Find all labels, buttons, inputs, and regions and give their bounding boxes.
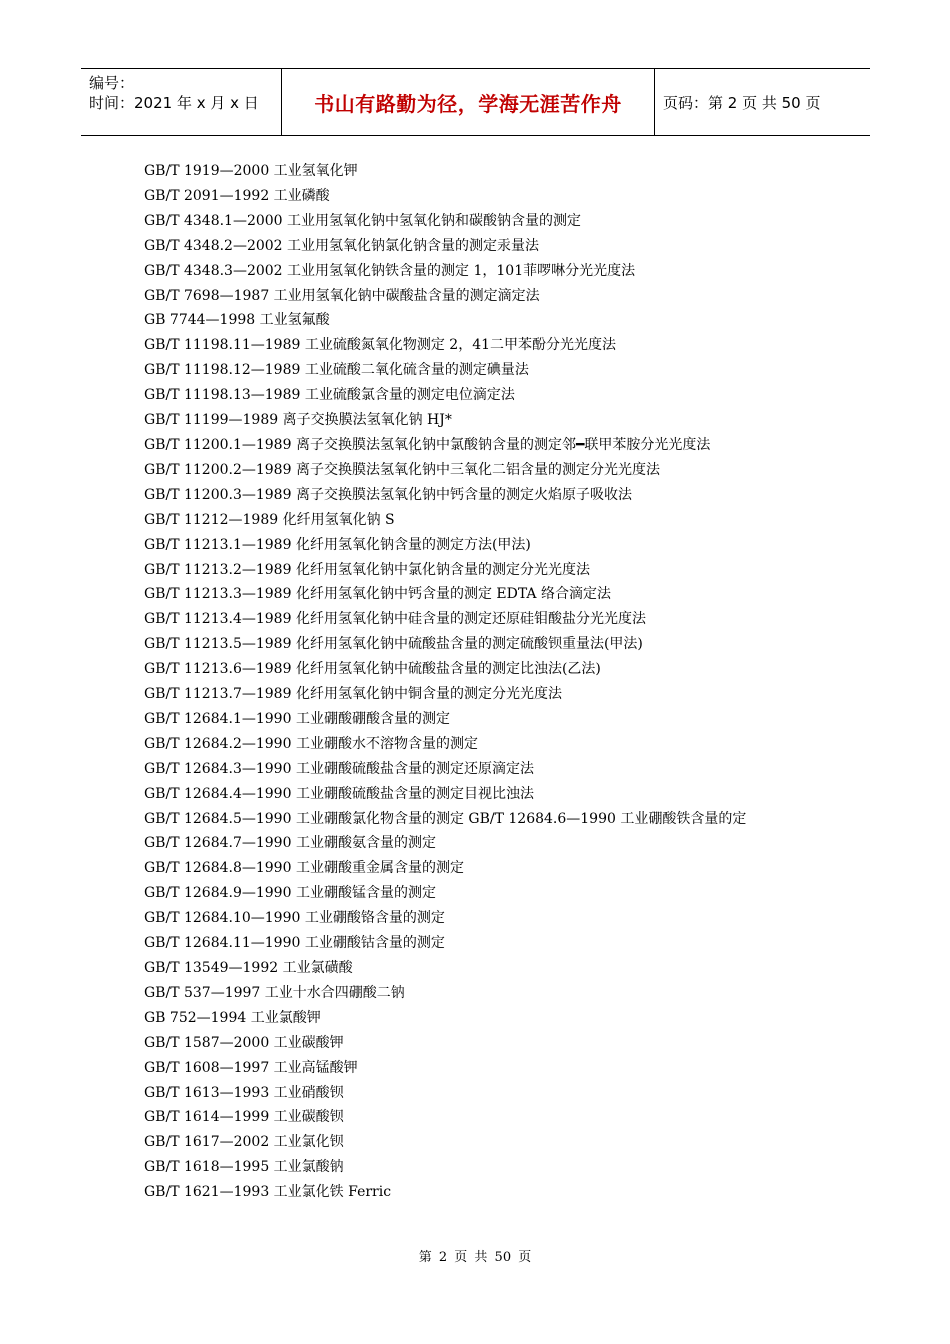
- standards-list: [144, 159, 814, 1205]
- list-item: GB/T 12684.2—1990 工业硼酸水不溶物含量的测定: [144, 735, 478, 752]
- list-item: GB/T 11213.7—1989 化纤用氢氧化钠中铜含量的测定分光光度法: [144, 686, 562, 703]
- list-item: GB/T 4348.3—2002 工业用氢氧化钠铁含量的测定 1，101菲啰啉分光光度法: [144, 262, 636, 279]
- document-date: 时间：2021 年 x 月 x 日: [89, 94, 259, 112]
- list-item: GB/T 1617—2002 工业氯化钡: [144, 1134, 344, 1151]
- list-item: GB/T 1621—1993 工业氯化铁 Ferric: [144, 1184, 392, 1201]
- document-number-label: 编号：: [89, 74, 135, 92]
- list-item: GB/T 12684.1—1990 工业硼酸硼酸含量的测定: [144, 710, 450, 727]
- list-item: GB/T 1618—1995 工业氯酸钠: [144, 1159, 344, 1176]
- list-item: GB/T 1587—2000 工业碳酸钾: [144, 1034, 344, 1051]
- list-item: GB/T 4348.2—2002 工业用氢氧化钠氯化钠含量的测定汞量法: [144, 237, 540, 254]
- list-item: GB/T 11198.12—1989 工业硫酸二氧化硫含量的测定碘量法: [144, 362, 529, 379]
- list-item: GB/T 11213.2—1989 化纤用氢氧化钠中氯化钠含量的测定分光光度法: [144, 561, 590, 578]
- list-item: GB/T 1613—1993 工业硝酸钡: [144, 1084, 344, 1101]
- list-item: GB/T 11213.5—1989 化纤用氢氧化钠中硫酸盐含量的测定硫酸钡重量法(甲法): [144, 636, 643, 653]
- list-item: GB 752—1994 工业氯酸钾: [144, 1009, 321, 1026]
- list-item: GB/T 1614—1999 工业碳酸钡: [144, 1109, 344, 1126]
- header-motto: 书山有路勤为径，学海无涯苦作舟: [282, 69, 655, 135]
- list-item: GB/T 7698—1987 工业用氢氧化钠中碳酸盐含量的测定滴定法: [144, 287, 540, 304]
- list-item: GB/T 11200.3—1989 离子交换膜法氢氧化钠中钙含量的测定火焰原子吸收法: [144, 486, 632, 503]
- header-page-info: 页码：第 2 页 共 50 页: [663, 93, 821, 112]
- list-item: GB/T 4348.1—2000 工业用氢氧化钠中氢氧化钠和碳酸钠含量的测定: [144, 212, 582, 229]
- list-item: GB/T 2091—1992 工业磷酸: [144, 187, 330, 204]
- list-item: GB/T 11200.2—1989 离子交换膜法氢氧化钠中三氧化二铝含量的测定分光光度法: [144, 461, 660, 478]
- list-item: GB/T 1919—2000 工业氢氧化钾: [144, 163, 358, 179]
- list-item: GB/T 12684.9—1990 工业硼酸锰含量的测定: [144, 885, 436, 902]
- list-item: GB/T 11212—1989 化纤用氢氧化钠 S: [144, 511, 395, 528]
- list-item: GB/T 11199—1989 离子交换膜法氢氧化钠 HJ*: [144, 412, 452, 429]
- list-item: GB 7744—1998 工业氢氟酸: [144, 312, 330, 329]
- list-item: GB/T 11213.4—1989 化纤用氢氧化钠中硅含量的测定还原硅钼酸盐分光光度法: [144, 611, 646, 628]
- list-item: GB/T 12684.8—1990 工业硼酸重金属含量的测定: [144, 860, 464, 877]
- list-item: GB/T 11198.11—1989 工业硫酸氮氧化物测定 2，41二甲苯酚分光光度法: [144, 337, 617, 354]
- list-item: GB/T 11200.1—1989 离子交换膜法氢氧化钠中氯酸钠含量的测定邻━联甲苯胺分光光度法: [144, 436, 711, 453]
- list-item: GB/T 11213.1—1989 化纤用氢氧化钠含量的测定方法(甲法): [144, 536, 531, 553]
- list-item: GB/T 12684.10—1990 工业硼酸铬含量的测定: [144, 910, 445, 927]
- list-item: GB/T 11198.13—1989 工业硫酸氯含量的测定电位滴定法: [144, 387, 515, 404]
- list-item: GB/T 12684.3—1990 工业硼酸硫酸盐含量的测定还原滴定法: [144, 760, 534, 777]
- list-item: GB/T 537—1997 工业十水合四硼酸二钠: [144, 984, 405, 1001]
- list-item: GB/T 12684.7—1990 工业硼酸氨含量的测定: [144, 835, 436, 852]
- list-item: GB/T 13549—1992 工业氯磺酸: [144, 960, 353, 976]
- page-footer: 第 2 页 共 50 页: [418, 1250, 532, 1265]
- page-header: [81, 68, 870, 136]
- list-item: GB/T 1608—1997 工业高锰酸钾: [144, 1059, 358, 1076]
- header-meta: [81, 69, 282, 135]
- list-item: GB/T 11213.6—1989 化纤用氢氧化钠中硫酸盐含量的测定比浊法(乙法): [144, 661, 601, 678]
- list-item: GB/T 12684.5—1990 工业硼酸氯化物含量的测定 GB/T 12684.6—1990 工业硼酸铁含量的定: [144, 810, 747, 827]
- list-item: GB/T 12684.4—1990 工业硼酸硫酸盐含量的测定目视比浊法: [144, 785, 534, 802]
- list-item: GB/T 11213.3—1989 化纤用氢氧化钠中钙含量的测定 EDTA 络合滴定法: [144, 586, 611, 603]
- list-item: GB/T 12684.11—1990 工业硼酸钴含量的测定: [144, 935, 445, 952]
